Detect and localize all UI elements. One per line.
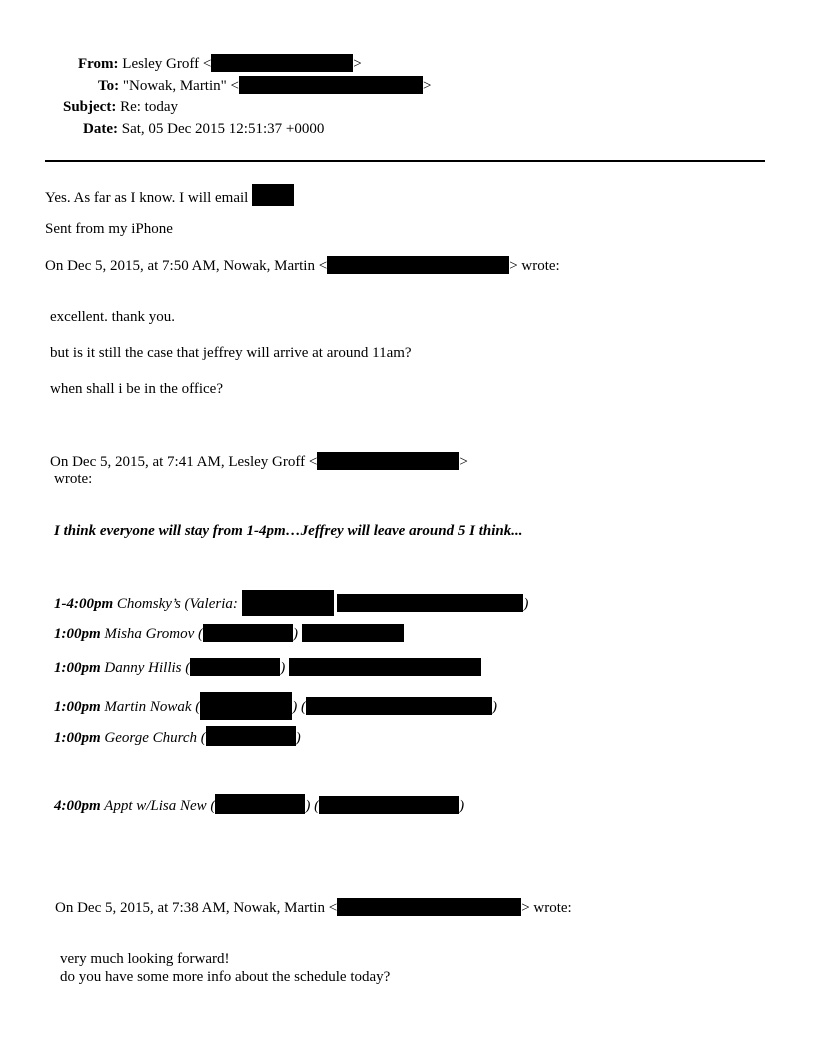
redacted-email bbox=[327, 256, 509, 274]
redacted-email bbox=[337, 594, 523, 612]
schedule-time: 1-4:00pm bbox=[54, 596, 114, 612]
to-name: "Nowak, Martin" < bbox=[122, 78, 239, 94]
quote2-prefix: On Dec 5, 2015, at 7:41 AM, Lesley Groff < bbox=[50, 454, 318, 470]
redacted-email bbox=[317, 452, 459, 470]
schedule-text: Martin Nowak ( bbox=[104, 699, 201, 715]
redacted-phone bbox=[200, 692, 292, 720]
quote2-header bbox=[50, 452, 468, 471]
redacted-email bbox=[302, 624, 404, 642]
redacted-email bbox=[289, 658, 481, 676]
schedule-mid: ) ( bbox=[292, 699, 307, 715]
schedule-tail: ) bbox=[523, 596, 529, 612]
schedule-time: 1:00pm bbox=[54, 660, 101, 676]
schedule-item bbox=[54, 658, 481, 677]
reply-line bbox=[45, 184, 294, 207]
schedule-time: 1:00pm bbox=[54, 626, 101, 642]
quote1-prefix: On Dec 5, 2015, at 7:50 AM, Nowak, Martin < bbox=[45, 258, 328, 274]
redacted-email bbox=[337, 898, 521, 916]
schedule-mid: ) ( bbox=[305, 798, 320, 814]
quote1-suffix: > wrote: bbox=[509, 258, 560, 274]
to-close: > bbox=[422, 78, 432, 94]
q1-line2: but is it still the case that jeffrey will arrive at around 11am? bbox=[50, 345, 412, 361]
schedule-tail: ) bbox=[459, 798, 465, 814]
q1-line1: excellent. thank you. bbox=[50, 309, 175, 325]
header-divider bbox=[45, 160, 765, 162]
date-label: Date: bbox=[83, 121, 118, 137]
to-label: To: bbox=[98, 78, 120, 94]
to-row bbox=[98, 76, 431, 95]
schedule-time: 1:00pm bbox=[54, 699, 101, 715]
schedule-text: George Church ( bbox=[104, 730, 206, 746]
redacted-block bbox=[242, 590, 334, 616]
quote1-header bbox=[45, 256, 560, 275]
schedule-item bbox=[54, 624, 404, 643]
schedule-tail: ) bbox=[293, 626, 299, 642]
subject-label: Subject: bbox=[63, 99, 117, 115]
q3-line1: very much looking forward! bbox=[60, 951, 230, 967]
schedule-tail: ) bbox=[295, 730, 301, 746]
from-close: > bbox=[353, 56, 362, 72]
schedule-text: Appt w/Lisa New ( bbox=[104, 798, 216, 814]
quote3-suffix: > wrote: bbox=[521, 900, 572, 916]
subject-value: Re: today bbox=[120, 99, 178, 115]
schedule-tail: ) bbox=[492, 699, 498, 715]
redacted-email bbox=[319, 796, 459, 814]
redacted-phone bbox=[206, 726, 296, 746]
schedule-item bbox=[54, 726, 301, 747]
redacted-block bbox=[252, 184, 294, 206]
quote2-wrote: wrote: bbox=[54, 471, 93, 487]
date-value: Sat, 05 Dec 2015 12:51:37 +0000 bbox=[121, 121, 325, 137]
from-name: Lesley Groff < bbox=[122, 56, 212, 72]
redacted-email bbox=[239, 76, 423, 94]
schedule-time: 4:00pm bbox=[54, 798, 101, 814]
schedule-time: 1:00pm bbox=[54, 730, 101, 746]
quote3-header bbox=[55, 898, 572, 917]
schedule-item bbox=[54, 794, 464, 815]
redacted-phone bbox=[190, 658, 280, 676]
schedule-text: Danny Hillis ( bbox=[104, 660, 191, 676]
redacted-email bbox=[211, 54, 353, 72]
redacted-email bbox=[306, 697, 492, 715]
quote3-prefix: On Dec 5, 2015, at 7:38 AM, Nowak, Martin < bbox=[55, 900, 338, 916]
schedule-item bbox=[54, 692, 497, 720]
reply-text: Yes. As far as I know. I will email bbox=[45, 190, 249, 206]
from-label: From: bbox=[78, 56, 119, 72]
quote2-close: > bbox=[459, 454, 468, 470]
q1-line3: when shall i be in the office? bbox=[50, 381, 223, 397]
q2-statement: I think everyone will stay from 1-4pm…Jeffrey will leave around 5 I think... bbox=[54, 523, 523, 539]
redacted-phone bbox=[215, 794, 305, 814]
from-row bbox=[78, 54, 362, 73]
subject-row bbox=[63, 98, 178, 116]
schedule-item bbox=[54, 590, 528, 616]
q3-line2: do you have some more info about the schedule today? bbox=[60, 969, 391, 985]
redacted-phone bbox=[203, 624, 293, 642]
schedule-text: Chomsky’s (Valeria: bbox=[116, 596, 238, 612]
signature: Sent from my iPhone bbox=[45, 221, 173, 237]
date-row bbox=[83, 120, 324, 138]
schedule-tail: ) bbox=[280, 660, 286, 676]
schedule-text: Misha Gromov ( bbox=[104, 626, 204, 642]
